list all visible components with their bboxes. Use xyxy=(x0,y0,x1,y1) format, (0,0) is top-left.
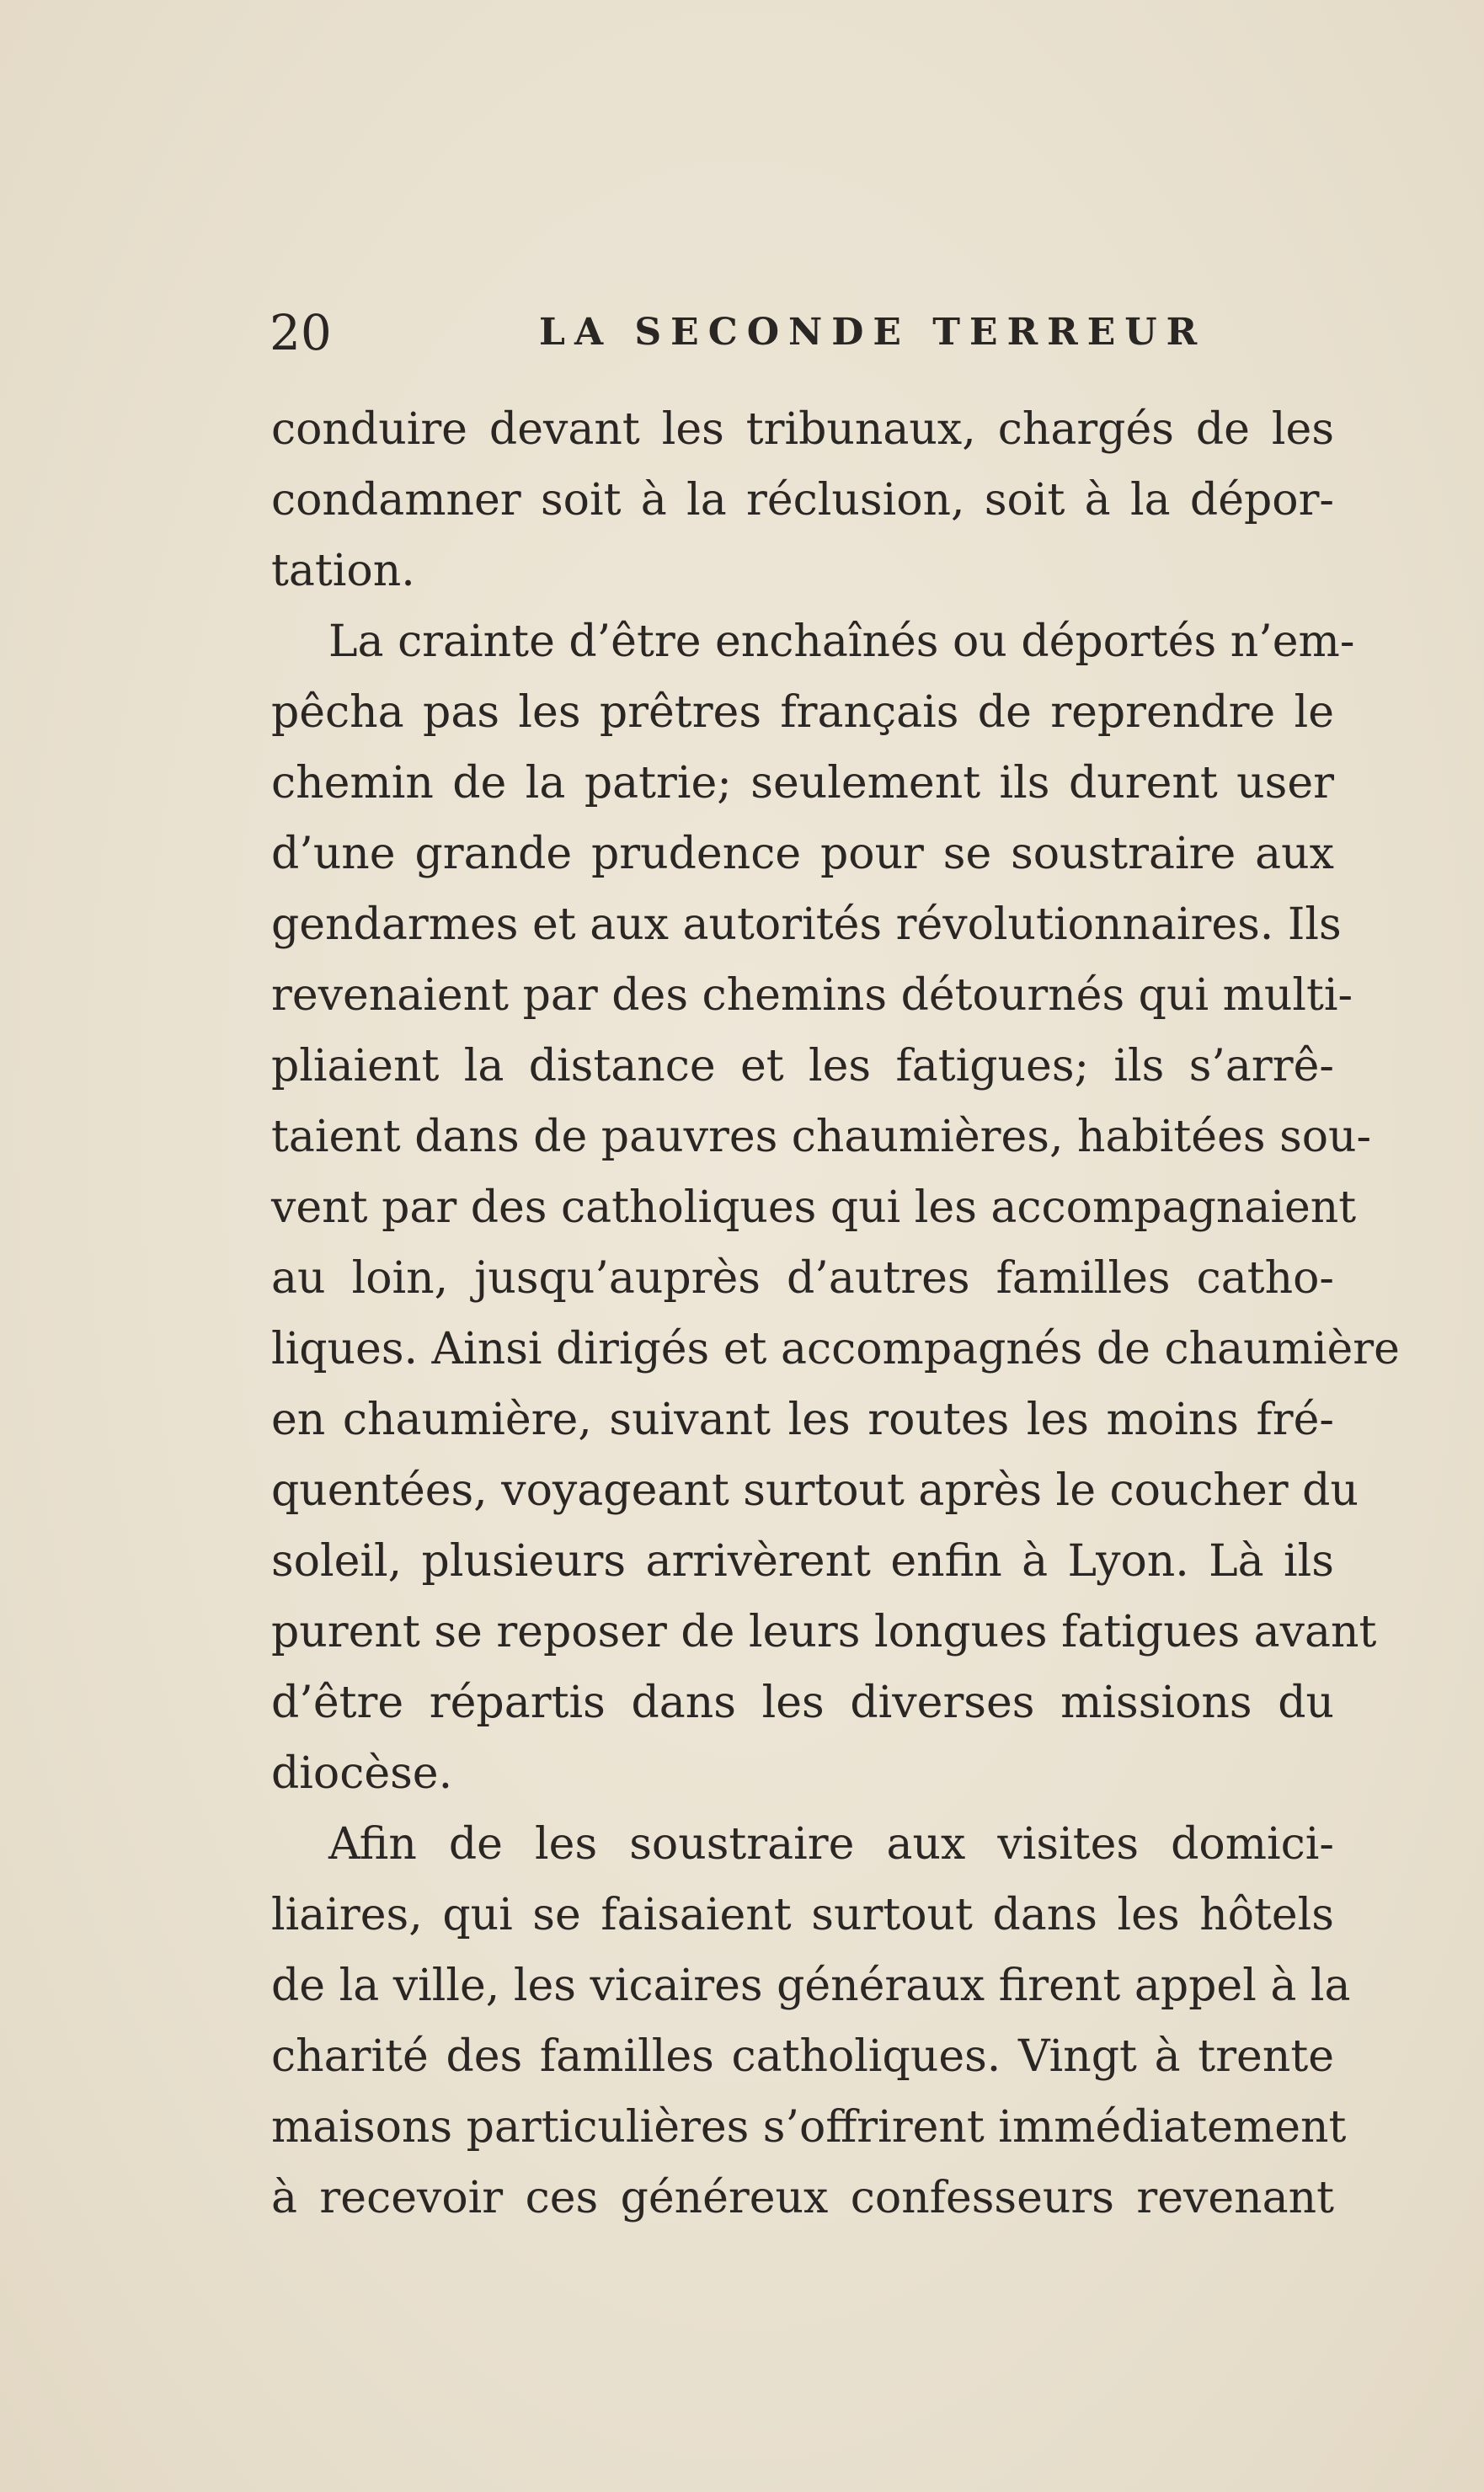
text-line: au loin, jusqu’auprès d’autres familles catho- xyxy=(271,1253,1334,1304)
page-header xyxy=(270,303,1331,362)
text-line: condamner soit à la réclusion, soit à la dépor- xyxy=(271,475,1334,526)
text-line: quentées, voyageant surtout après le coucher du xyxy=(271,1465,1359,1516)
text-line: à recevoir ces généreux confesseurs revenant xyxy=(271,2173,1334,2223)
text-line: liaires, qui se faisaient surtout dans les hôtels xyxy=(271,1890,1334,1940)
text-line: en chaumière, suivant les routes les moins fré- xyxy=(271,1395,1334,1445)
text-line: purent se reposer de leurs longues fatigues avant xyxy=(271,1607,1377,1657)
text-line: liques. Ainsi dirigés et accompagnés de chaumière xyxy=(271,1324,1400,1374)
text-line: charité des familles catholiques. Vingt à trente xyxy=(271,2031,1334,2082)
text-line: maisons particulières s’offrirent immédiatement xyxy=(271,2102,1347,2153)
running-head: LA SECONDE TERREUR xyxy=(539,311,1207,354)
text-line: revenaient par des chemins détournés qui multi- xyxy=(271,970,1353,1021)
text-line: soleil, plusieurs arrivèrent enfin à Lyon. Là ils xyxy=(271,1536,1334,1587)
page-number: 20 xyxy=(270,304,332,361)
text-line: d’une grande prudence pour se soustraire aux xyxy=(271,829,1334,879)
text-line: Afin de les soustraire aux visites domici- xyxy=(328,1819,1334,1870)
text-line: chemin de la patrie; seulement ils durent user xyxy=(271,758,1334,808)
text-line: pliaient la distance et les fatigues; ils s’arrê- xyxy=(271,1041,1334,1091)
text-line: conduire devant les tribunaux, chargés de les xyxy=(271,404,1334,455)
text-line: taient dans de pauvres chaumières, habitées sou- xyxy=(271,1112,1372,1162)
text-line: diocèse. xyxy=(271,1748,453,1799)
text-line: d’être répartis dans les diverses missions du xyxy=(271,1678,1334,1728)
text-line: tation. xyxy=(271,546,415,596)
text-line: gendarmes et aux autorités révolutionnaires. Ils xyxy=(271,899,1342,950)
text-line: La crainte d’être enchaînés ou déportés n’em- xyxy=(328,616,1355,667)
text-line: vent par des catholiques qui les accompagnaient xyxy=(271,1182,1357,1233)
text-line: pêcha pas les prêtres français de reprendre le xyxy=(271,687,1334,738)
text-line: de la ville, les vicaires généraux firent appel à la xyxy=(271,1961,1351,2011)
